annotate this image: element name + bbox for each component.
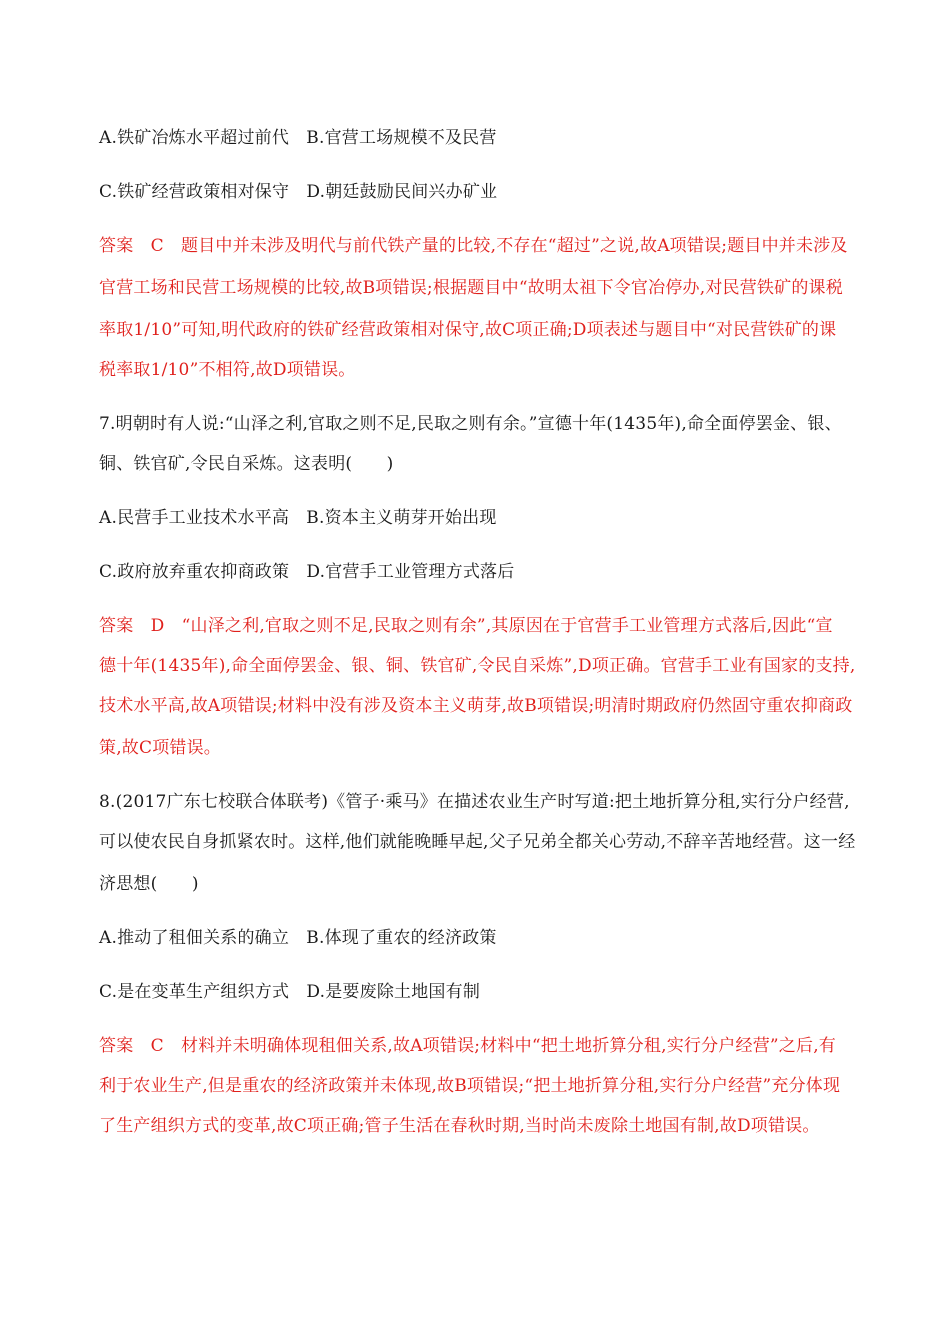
q8-answer-line-3: 了生产组织方式的变革,故C项正确;管子生活在春秋时期,当时尚未废除土地国有制,故D项错误。	[99, 1116, 820, 1136]
q6-answer-line-1: 答案 C 题目中并未涉及明代与前代铁产量的比较,不存在“超过”之说,故A项错误;题目中并未涉及	[99, 236, 848, 256]
q8-options-cd: C.是在变革生产组织方式 D.是要废除土地国有制	[99, 982, 481, 1002]
q6-answer-line-3: 率取1/10”可知,明代政府的铁矿经营政策相对保守,故C项正确;D项表述与题目中“对民营铁矿的课	[99, 320, 837, 340]
q7-answer-line-2: 德十年(1435年),命全面停罢金、银、铜、铁官矿,令民自采炼”,D项正确。官营手工业有国家的支持,	[99, 656, 856, 676]
q7-options-ab: A.民营手工业技术水平高 B.资本主义萌芽开始出现	[99, 508, 497, 528]
q7-answer-line-3: 技术水平高,故A项错误;材料中没有涉及资本主义萌芽,故B项错误;明清时期政府仍然固守重农抑商政	[99, 696, 853, 716]
q6-options-cd: C.铁矿经营政策相对保守 D.朝廷鼓励民间兴办矿业	[99, 182, 498, 202]
q6-answer-line-2: 官营工场和民营工场规模的比较,故B项错误;根据题目中“故明太祖下令官冶停办,对民营铁矿的课税	[99, 278, 843, 298]
q8-stem-line-3: 济思想( )	[99, 874, 199, 894]
q7-options-cd: C.政府放弃重农抑商政策 D.官营手工业管理方式落后	[99, 562, 515, 582]
q8-answer-line-2: 利于农业生产,但是重农的经济政策并未体现,故B项错误;“把土地折算分租,实行分户经营”充分体现	[99, 1076, 841, 1096]
q7-stem-line-2: 铜、铁官矿,令民自采炼。这表明( )	[99, 454, 394, 474]
q8-answer-line-1: 答案 C 材料并未明确体现租佃关系,故A项错误;材料中“把土地折算分租,实行分户经营”之后,有	[99, 1036, 837, 1056]
q7-answer-line-4: 策,故C项错误。	[99, 738, 222, 758]
q8-stem-line-2: 可以使农民自身抓紧农时。这样,他们就能晚睡早起,父子兄弟全都关心劳动,不辞辛苦地经营。这一经	[99, 832, 856, 852]
q6-options-ab: A.铁矿冶炼水平超过前代 B.官营工场规模不及民营	[99, 128, 497, 148]
q7-answer-line-1: 答案 D “山泽之利,官取之则不足,民取之则有余”,其原因在于官营手工业管理方式落后,因此“宣	[99, 616, 833, 636]
q8-stem-line-1: 8.(2017广东七校联合体联考)《管子·乘马》在描述农业生产时写道:把土地折算分租,实行分户经营,	[99, 792, 850, 812]
q7-stem-line-1: 7.明朝时有人说:“山泽之利,官取之则不足,民取之则有余。”宣德十年(1435年),命全面停罢金、银、	[99, 414, 842, 434]
q8-options-ab: A.推动了租佃关系的确立 B.体现了重农的经济政策	[99, 928, 497, 948]
q6-answer-line-4: 税率取1/10”不相符,故D项错误。	[99, 360, 356, 380]
